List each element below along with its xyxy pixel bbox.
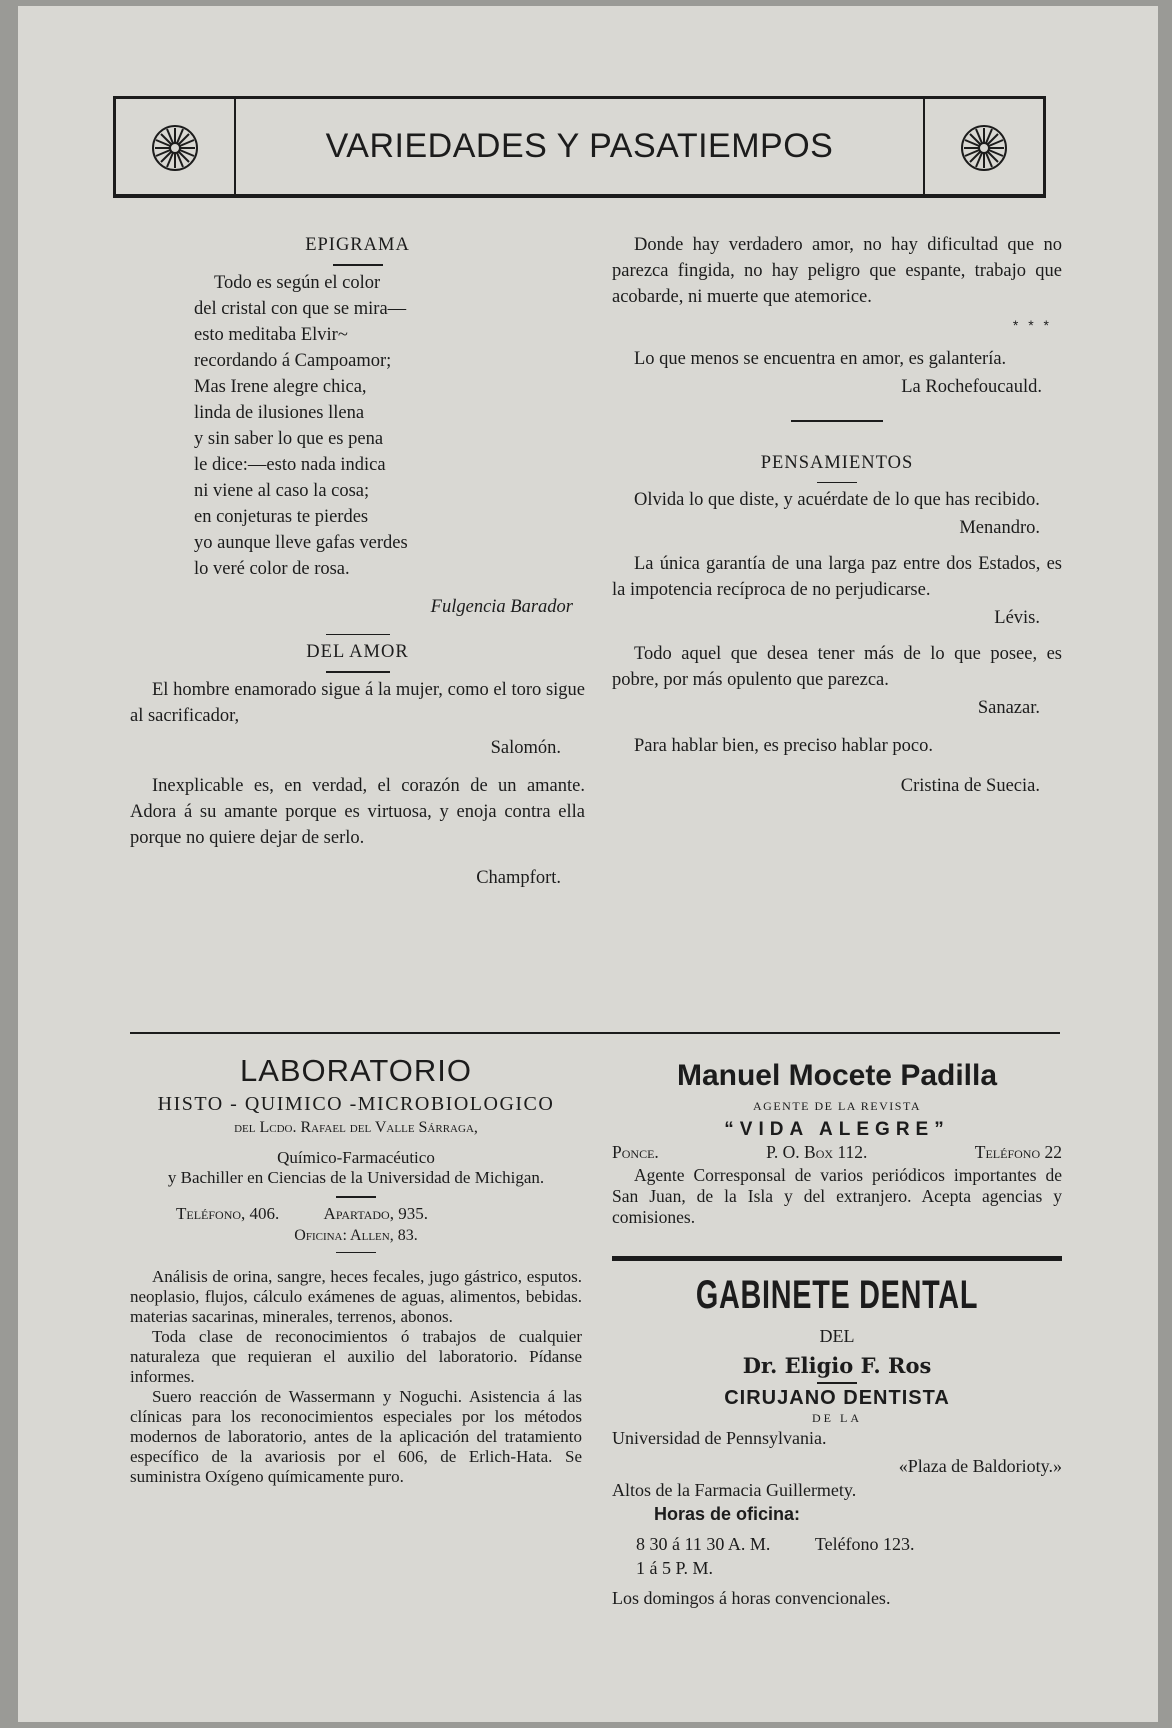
mocete-box: P. O. Box 112. [766, 1142, 868, 1162]
dental-cirujano: CIRUJANO DENTISTA [724, 1386, 950, 1409]
mocete-place: Ponce. [612, 1142, 659, 1162]
quote-text: La única garantía de una larga paz entre dos Estados, es la impotencia recíproca de no perjudicarse. [612, 554, 1062, 600]
mocete-text: Agente Corresponsal de varios periódicos importantes de San Juan, de la Isla y del extranjero. Acepta agencias y comisiones. [612, 1165, 1062, 1227]
dental-de-la: DE LA [812, 1410, 862, 1425]
epigrama-verse [194, 270, 585, 582]
mocete-phone: Teléfono 22 [974, 1142, 1062, 1162]
header-divider-right [923, 99, 925, 194]
dental-title: GABINETE DENTAL [695, 1273, 979, 1317]
verse-line: le dice:—esto nada indica [194, 454, 386, 475]
epigrama-author: Fulgencia Barador [430, 596, 573, 617]
laboratorio-subtitle: HISTO - QUIMICO -MICROBIOLOGICO [157, 1093, 555, 1115]
dental-altos: Altos de la Farmacia Guillermety. [612, 1479, 857, 1500]
right-top-section [612, 232, 1062, 799]
verse-line: linda de ilusiones llena [194, 402, 365, 423]
quote-text: Donde hay verdadero amor, no hay dificultad que no parezca fingida, no hay peligro que espante, trabajo que acobarde, ni muerte que atemorice. [612, 235, 1062, 307]
epigrama-title: EPIGRAMA [305, 235, 410, 255]
short-rule [333, 264, 383, 266]
header-title: VARIEDADES Y PASATIEMPOS [325, 127, 834, 165]
short-rule [336, 1196, 376, 1198]
dental-rule [612, 1256, 1062, 1261]
section-rule [791, 420, 883, 422]
stars-separator: * * * [1012, 317, 1052, 333]
mocete-revista: “VIDA ALEGRE” [724, 1119, 950, 1140]
laboratorio-paragraph: Suero reacción de Wassermann y Noguchi. Asistencia á las clínicas para los reconocimientos especiales por los métodos modernos de laboratorio, antes de la aplicación del tratamiento específico de la avariosis por el 606, de Erlich-Hata. Se suministra Oxígeno químicamente puro. [130, 1387, 582, 1486]
dental-plaza: «Plaza de Baldorioty.» [898, 1455, 1062, 1476]
dental-del: DEL [819, 1326, 855, 1346]
quote-text: Olvida lo que diste, y acuérdate de lo que has recibido. [634, 490, 1040, 510]
dental-hours-title: Horas de oficina: [654, 1503, 801, 1524]
short-rule [817, 1382, 857, 1384]
mocete-name: Manuel Mocete Padilla [676, 1059, 998, 1092]
laboratorio-paragraph: Toda clase de reconocimientos ó trabajos de cualquier naturaleza que requieran el auxilio del laboratorio. Pídanse informes. [130, 1327, 582, 1386]
section-header [113, 96, 1046, 198]
verse-line: Todo es según el color [214, 272, 381, 293]
verse-line: y sin saber lo que es pena [194, 428, 384, 449]
dental-hours-morning: 8 30 á 11 30 A. M. [636, 1533, 771, 1554]
quote-author: Sanazar. [977, 698, 1040, 718]
pensamientos-title: PENSAMIENTOS [760, 452, 914, 473]
epigrama-section [130, 232, 585, 891]
laboratorio-owner: del Lcdo. Rafael del Valle Sárraga, [234, 1119, 478, 1136]
verse-line: Mas Irene alegre chica, [194, 376, 367, 397]
rosette-ornament-icon [150, 123, 200, 173]
verse-line: lo veré color de rosa. [194, 558, 350, 579]
section-rule [326, 634, 390, 636]
verse-line: del cristal con que se mira— [194, 298, 407, 319]
short-rule [817, 482, 857, 484]
quote-author: Menandro. [959, 518, 1040, 538]
verse-line: recordando á Campoamor; [194, 350, 392, 371]
del-amor-quote-2: Inexplicable es, en verdad, el corazón de un amante. Adora á su amante porque es virtuosa, y enoja contra ella porque no quiere dejar de serlo. [130, 775, 585, 848]
quote-author: Salomón. [490, 737, 561, 758]
quote-text: Para hablar bien, es preciso hablar poco. [634, 736, 933, 756]
mocete-contact-row [612, 1142, 1062, 1163]
quote-text: Lo que menos se encuentra en amor, es galantería. [634, 349, 1007, 369]
dental-doctor: Dr. Eligio F. Ros [742, 1353, 932, 1378]
dental-sundays: Los domingos á horas convencionales. [612, 1587, 891, 1608]
dental-university: Universidad de Pennsylvania. [612, 1427, 827, 1448]
dental-phone: Teléfono 123. [814, 1533, 915, 1554]
verse-line: ni viene al caso la cosa; [194, 480, 370, 501]
mocete-ad [612, 1058, 1062, 1228]
del-amor-quote-1: El hombre enamorado sigue á la mujer, como el toro sigue al sacrificador, [130, 679, 585, 726]
dental-ad [612, 1270, 1062, 1610]
laboratorio-profession: Químico-Farmacéutico [277, 1148, 435, 1167]
mocete-role: AGENTE DE LA REVISTA [752, 1099, 922, 1113]
laboratorio-apartado: Apartado, 935. [323, 1203, 428, 1223]
section-divider [130, 1032, 1060, 1034]
quote-author: La Rochefoucauld. [901, 377, 1042, 397]
verse-line: esto meditaba Elvir~ [194, 324, 348, 345]
laboratorio-ad [130, 1052, 582, 1487]
quote-text: Todo aquel que desea tener más de lo que posee, es pobre, por más opulento que parezca. [612, 644, 1062, 690]
quote-author: Champfort. [476, 867, 561, 888]
laboratorio-contact [130, 1204, 582, 1224]
dental-hours-afternoon: 1 á 5 P. M. [636, 1557, 714, 1578]
short-rule [336, 1252, 376, 1254]
quote-author: Lévis. [994, 608, 1040, 628]
laboratorio-phone: Teléfono, 406. [176, 1203, 280, 1223]
laboratorio-degree: y Bachiller en Ciencias de la Universidad de Michigan. [167, 1168, 545, 1187]
rosette-ornament-icon [959, 123, 1009, 173]
verse-line: yo aunque lleve gafas verdes [194, 532, 408, 553]
verse-line: en conjeturas te pierdes [194, 506, 369, 527]
dental-hours-row [612, 1532, 1062, 1556]
laboratorio-paragraph: Análisis de orina, sangre, heces fecales, jugo gástrico, esputos. neoplasio, flujos, cálculo exámenes de aguas, alimentos, bebidas. materias sacarinas, minerales, terrenos, abonos. [130, 1267, 582, 1326]
laboratorio-office: Oficina: Allen, 83. [294, 1226, 418, 1244]
short-rule [326, 671, 390, 673]
del-amor-title: DEL AMOR [306, 642, 409, 662]
quote-author: Cristina de Suecia. [900, 776, 1040, 796]
laboratorio-title: LABORATORIO [239, 1053, 473, 1088]
